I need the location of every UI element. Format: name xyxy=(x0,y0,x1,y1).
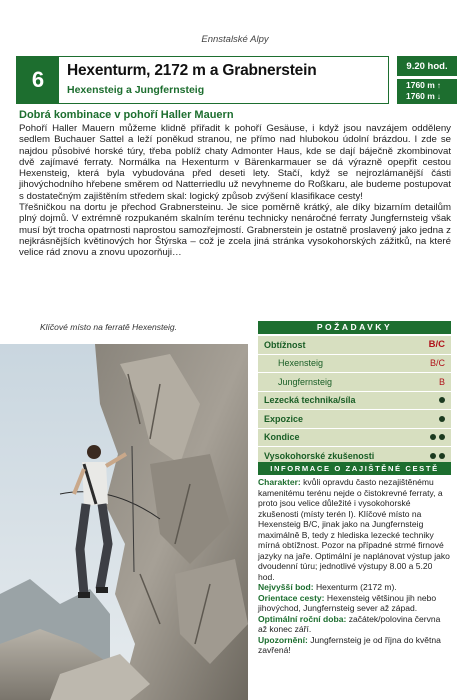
info-value: kvůli opravdu často nezajištěnému kamenitému terénu nejde o čistokrevné ferraty, a proto jsou velice důležité i vysokohorské zkušenosti (místy terén I). Klíčové místo na Hexensteig B/C, jinak jako na Jungfernsteig maximálně B, tedy z hlediska lezecké techniky mírná obtížnost. Pozor na případné strmé firnové jazyky na jaře. Optimální je naplánovat výstup jako dvoudenní túru; jednotlivé výstupy 8.00 a 5.20 hod. xyxy=(258,477,450,582)
req-label: Obtížnost xyxy=(264,339,306,350)
rating-dot-icon xyxy=(439,434,445,440)
body-paragraph: Pohoří Haller Mauern můžeme klidně přiřadit k pohoří Gesäuse, i když jsou navzájem odděleny sedlem Buchauer Sattel a leží poněkud stranou, ne přímo nad hlubokou údolní brázdou. I zde se najdou působivé horské túry, třeba poblíž chaty Admonter Haus, kde se dají báječně zkombinovat dvě zajímavé ferraty. Normálka na Hexenturm v Bärenkarmauer se dá výrazně opepřit cestou Hexensteig, která byla vybudována před deseti lety. Stačí, když se nejrozlámanější části jihovýchodního hřebene směrem od Natterriedlu už nevyhneme do Roßkaru, ale budeme postupovat s dostatečným zajištěním středem skal: logický způsob zvýšení klasifikace cesty! xyxy=(19,123,451,202)
info-orientation xyxy=(258,593,451,614)
arrow-up-icon: ↑ xyxy=(436,81,441,90)
info-warning xyxy=(258,635,451,656)
rating-dots xyxy=(436,410,445,428)
rating-dot-icon xyxy=(439,397,445,403)
info-character xyxy=(258,477,451,582)
req-row-condition xyxy=(258,429,451,448)
req-row-difficulty xyxy=(258,336,451,355)
info-label: Nejvyšší bod: xyxy=(258,582,314,592)
info-label: Optimální roční doba: xyxy=(258,613,347,624)
req-label: Hexensteig xyxy=(278,358,324,369)
req-value: B/C xyxy=(429,358,445,369)
arrow-down-icon: ↓ xyxy=(436,92,441,101)
rating-dots xyxy=(427,429,445,447)
req-row-jungfernsteig xyxy=(258,373,451,392)
tour-subtitle: Hexensteig a Jungfernsteig xyxy=(67,84,205,96)
req-label: Expozice xyxy=(264,413,304,424)
body-paragraph: Třešničkou na dortu je přechod Grabnersteinu. Je sice poměrně krátký, ale díky bizarním detailům plný dojmů. V extrémně rozpukaném skalním terénu technicky nenáročné ferraty Jungfernsteig však musí být trocha opatrnosti naprostou samozřejmostí. Grabnerstein je ostatně proslavený jako jedna z nejkrásnějších květinových hor Štýrska – což je zcela jiná stránka vysokohorských zážitků, na které velice rád znovu a znovu upozorňuji… xyxy=(19,202,451,259)
running-head: Ennstalské Alpy xyxy=(201,34,269,45)
tour-time: 9.20 hod. xyxy=(397,56,457,76)
ascent-value: 1760 m xyxy=(406,80,435,90)
lead-title: Dobrá kombinace v pohoří Haller Mauern xyxy=(19,109,234,121)
climber-photo xyxy=(0,344,248,700)
req-value: B/C xyxy=(428,339,445,351)
info-text xyxy=(258,477,451,656)
req-label: Jungfernsteig xyxy=(278,376,333,387)
info-header: INFORMACE O ZAJIŠTĚNÉ CESTĚ xyxy=(258,462,451,475)
req-value: B xyxy=(438,376,445,387)
req-label: Lezecká technika/síla xyxy=(264,395,356,406)
body-text xyxy=(19,123,451,259)
rating-dots xyxy=(436,392,445,410)
rating-dot-icon xyxy=(430,453,436,459)
info-label: Orientace cesty: xyxy=(258,592,325,603)
info-label: Charakter: xyxy=(258,477,301,487)
info-value: Hexensteig většinou jih nebo jihovýchod, Jungfernsteig sever až západ. xyxy=(258,592,437,613)
req-label: Vysokohorské zkušenosti xyxy=(264,450,375,461)
info-value: Jungfernsteig je od října do května zavřená! xyxy=(258,634,441,655)
requirements-table xyxy=(258,336,451,466)
info-value: Hexenturm (2172 m). xyxy=(315,582,397,592)
rating-dot-icon xyxy=(430,434,436,440)
elevation-box xyxy=(397,79,457,104)
tour-title: Hexenturm, 2172 m a Grabnerstein xyxy=(67,62,317,79)
rating-dot-icon xyxy=(439,416,445,422)
req-label: Kondice xyxy=(264,432,300,443)
info-season xyxy=(258,614,451,635)
descent-value: 1760 m xyxy=(406,91,435,101)
info-label: Upozornění: xyxy=(258,634,308,645)
info-value: začátek/polovina června až konec září. xyxy=(258,613,441,634)
req-row-exposure xyxy=(258,410,451,429)
info-highest xyxy=(258,582,451,593)
rating-dot-icon xyxy=(439,453,445,459)
tour-number: 6 xyxy=(17,57,59,103)
photo-caption: Klíčové místo na ferratě Hexensteig. xyxy=(40,322,178,332)
tour-title-bar xyxy=(16,56,389,104)
req-row-hexensteig xyxy=(258,355,451,374)
req-row-climbing xyxy=(258,392,451,411)
requirements-header: POŽADAVKY xyxy=(258,321,451,334)
